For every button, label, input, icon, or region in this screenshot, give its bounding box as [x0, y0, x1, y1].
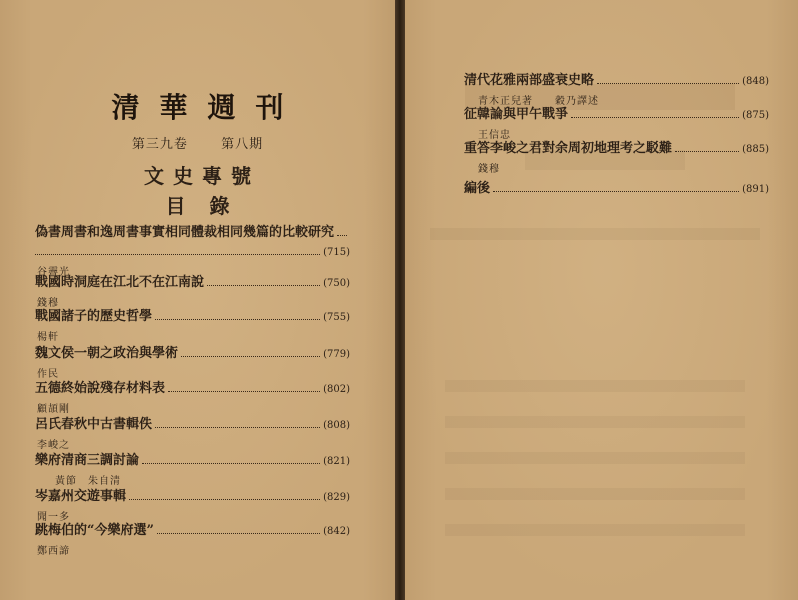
leader-dots [155, 308, 320, 320]
toc-entry-title: 偽書周書和逸周書事實相同體裁相同幾篇的比較研究 [35, 225, 335, 240]
leader-dots [337, 224, 347, 236]
toc-entry-page: (750) [323, 278, 350, 289]
toc-entry-title: 五德終始說殘存材料表 [35, 381, 166, 396]
toc-entry-author: 作民 [37, 369, 59, 380]
toc-entry-author: 顧頡剛 [37, 404, 70, 415]
bleed-through-mark [445, 380, 745, 540]
leader-dots [155, 416, 320, 428]
toc-entry-page: (848) [742, 76, 769, 87]
toc-entry-title: 岑嘉州交遊事輯 [35, 489, 127, 504]
toc-entry-page: (821) [323, 456, 350, 467]
leader-dots [181, 345, 320, 357]
toc-entry-title: 重答李峻之君對余周初地理考之駁難 [464, 141, 673, 156]
toc-entry[interactable] [464, 72, 769, 110]
left-page [0, 0, 395, 600]
leader-dots [207, 274, 320, 286]
leader-dots [129, 488, 320, 500]
issue-line [0, 133, 395, 152]
book-gutter [395, 0, 405, 600]
toc-entry[interactable] [35, 345, 350, 383]
toc-entry-author: 谷霽光 [37, 267, 70, 278]
toc-entry-author: 楊軒 [37, 332, 59, 343]
toc-heading: 目錄 [165, 194, 254, 218]
special-issue-title: 文史專號 [144, 164, 260, 188]
toc-entry-author: 王信忠 [478, 130, 511, 141]
toc-entry-title: 清代花雅兩部盛衰史略 [464, 73, 595, 88]
toc-entry-title: 征韓論與甲午戰爭 [464, 107, 569, 122]
toc-entry[interactable] [464, 180, 769, 198]
toc-entry-page: (891) [742, 184, 769, 195]
bleed-through-mark [430, 228, 760, 240]
toc-entry-page: (885) [742, 144, 769, 155]
leader-dots [142, 452, 320, 464]
toc-entry[interactable] [35, 274, 350, 312]
leader-dots [168, 380, 320, 392]
toc-entry-author: 錢穆 [478, 164, 500, 175]
toc-entry-page: (779) [323, 349, 350, 360]
toc-entry-author: 黃節 朱自清 [55, 476, 121, 487]
toc-entry-page: (829) [323, 492, 350, 503]
leader-dots [493, 180, 739, 192]
toc-entry-title: 跳梅伯的“今樂府選” [35, 523, 154, 538]
toc-entry-page: (755) [323, 312, 350, 323]
volume-label: 第三九卷 [131, 137, 188, 152]
toc-entry-page: (802) [323, 384, 350, 395]
toc-entry-page: (875) [742, 110, 769, 121]
toc-entry[interactable] [35, 522, 350, 560]
toc-entry[interactable] [35, 452, 350, 490]
masthead-title: 清華週刊 [111, 91, 304, 124]
toc-entry[interactable] [35, 488, 350, 526]
number-label: 第八期 [221, 137, 264, 152]
toc-entry-author: 鄭西諦 [37, 546, 70, 557]
toc-entry-title: 戰國時洞庭在江北不在江南說 [35, 275, 205, 290]
toc-entry-author: 聞一多 [37, 512, 70, 523]
toc-entry-page: (808) [323, 420, 350, 431]
toc-entry[interactable] [35, 308, 350, 346]
toc-entry[interactable] [35, 380, 350, 418]
leader-dots [675, 140, 739, 152]
toc-entry-title: 樂府清商三調討論 [35, 453, 140, 468]
toc-entry[interactable] [35, 416, 350, 454]
leader-dots [571, 106, 739, 118]
toc-entry[interactable] [464, 140, 769, 178]
leader-dots [157, 522, 320, 534]
toc-entry[interactable] [35, 224, 350, 281]
right-page [405, 0, 798, 600]
toc-entry-page: (842) [323, 526, 350, 537]
toc-entry-author: 李峻之 [37, 440, 70, 451]
toc-entry-author: 青木正兒著 穀乃譯述 [478, 96, 599, 107]
toc-entry-title: 魏文侯一朝之政治與學術 [35, 346, 179, 361]
toc-entry-author: 錢穆 [37, 298, 59, 309]
toc-entry-title: 呂氏春秋中古書輯佚 [35, 417, 153, 432]
toc-entry-title: 戰國諸子的歷史哲學 [35, 309, 153, 324]
toc-entry-page: (715) [323, 247, 350, 258]
leader-dots [35, 243, 320, 255]
toc-entry-title: 編後 [464, 181, 491, 196]
leader-dots [597, 72, 739, 84]
toc-entry[interactable] [464, 106, 769, 144]
